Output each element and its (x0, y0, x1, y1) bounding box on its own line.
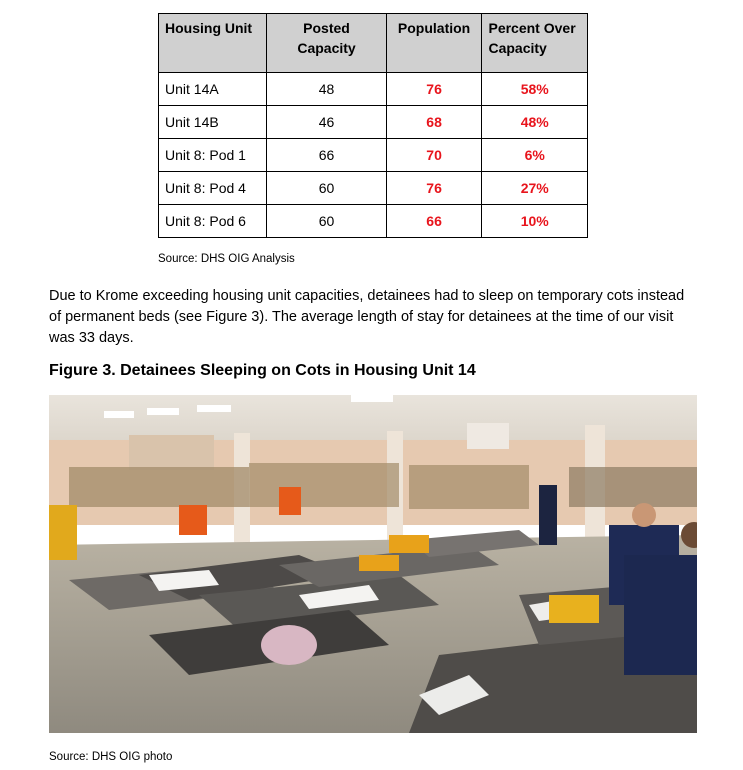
cell-population: 76 (386, 172, 482, 205)
header-percent-over-capacity: Percent Over Capacity (482, 14, 588, 73)
figure-title: Figure 3. Detainees Sleeping on Cots in Housing Unit 14 (49, 362, 476, 379)
cell-unit: Unit 8: Pod 6 (159, 205, 267, 238)
cell-population: 68 (386, 106, 482, 139)
cell-percent: 58% (482, 73, 588, 106)
header-housing-unit: Housing Unit (159, 14, 267, 73)
table-row (159, 205, 588, 238)
capacity-table (158, 13, 588, 238)
cell-population: 76 (386, 73, 482, 106)
cell-unit: Unit 8: Pod 4 (159, 172, 267, 205)
housing-unit-photo (49, 395, 697, 733)
header-posted-capacity: Posted Capacity (267, 14, 386, 73)
cell-capacity: 46 (267, 106, 386, 139)
photo-source: Source: DHS OIG photo (49, 751, 173, 763)
cell-capacity: 48 (267, 73, 386, 106)
table-row (159, 73, 588, 106)
body-paragraph: Due to Krome exceeding housing unit capacities, detainees had to sleep on temporary cots instead of permanent beds (see Figure 3). The average length of stay for detainees at the time of our visit was 33 days. (49, 288, 685, 346)
cell-percent: 6% (482, 139, 588, 172)
cell-unit: Unit 14A (159, 73, 267, 106)
cell-unit: Unit 14B (159, 106, 267, 139)
cell-unit: Unit 8: Pod 1 (159, 139, 267, 172)
cell-population: 66 (386, 205, 482, 238)
header-population: Population (386, 14, 482, 73)
cell-percent: 10% (482, 205, 588, 238)
table-row (159, 139, 588, 172)
table-row (159, 106, 588, 139)
cell-capacity: 60 (267, 205, 386, 238)
table-row (159, 172, 588, 205)
cell-capacity: 66 (267, 139, 386, 172)
cell-population: 70 (386, 139, 482, 172)
cell-capacity: 60 (267, 172, 386, 205)
table-source: Source: DHS OIG Analysis (158, 253, 295, 265)
table-header-row (159, 14, 588, 73)
cell-percent: 27% (482, 172, 588, 205)
cell-percent: 48% (482, 106, 588, 139)
